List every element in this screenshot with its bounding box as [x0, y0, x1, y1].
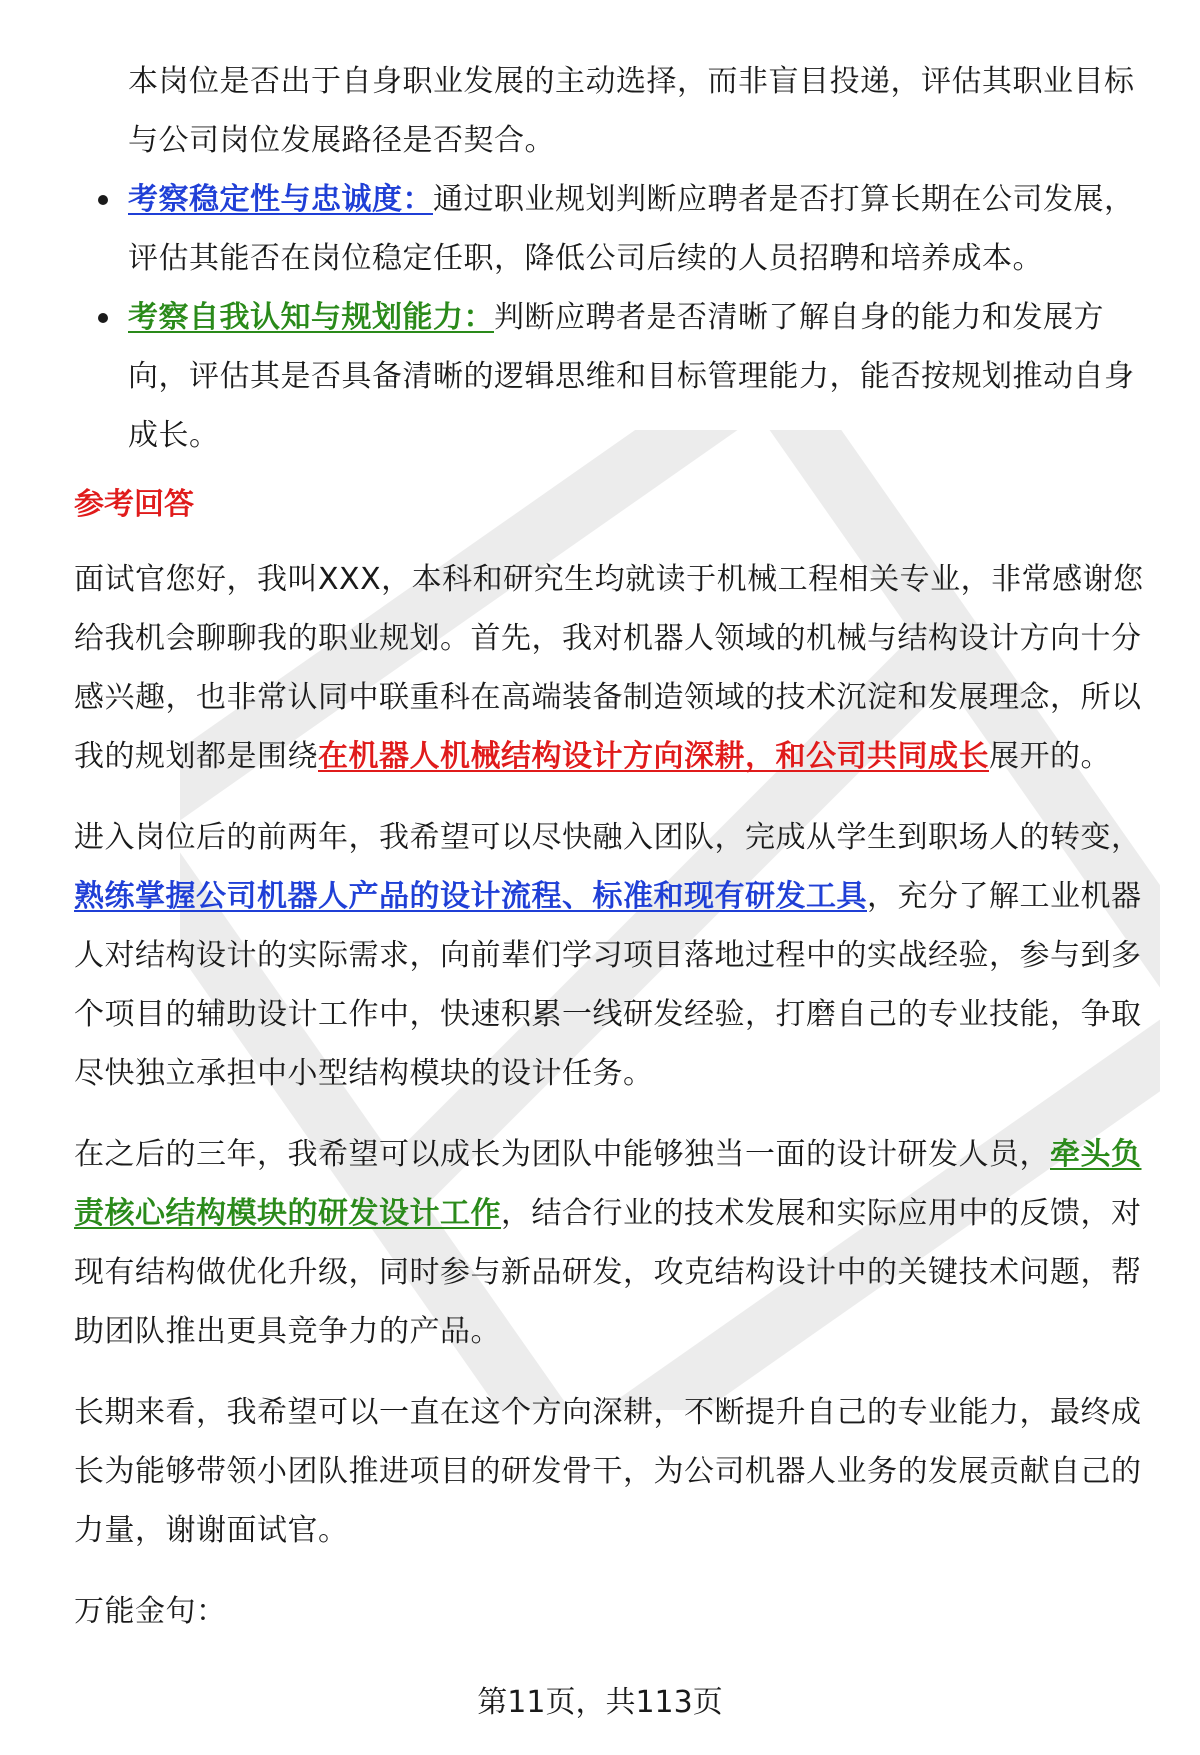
paragraph-text: ，结合行业的技术发展和实际应用中的反馈，对现有结构做优化升级，同时参与新品研发，攻克结构设计中的关键技术问题，帮助团队推出更具竞争力的产品。	[74, 1196, 1142, 1349]
bullet-dot-icon	[98, 195, 108, 205]
paragraph-text: ，充分了解工业机器人对结构设计的实际需求，向前辈们学习项目落地过程中的实战经验，参与到多个项目的辅助设计工作中，快速积累一线研发经验，打磨自己的专业技能，争取尽快独立承担中小型结构模块的设计任务。	[74, 879, 1142, 1091]
page-number-footer: 第11页，共113页	[477, 1685, 723, 1720]
paragraph-highlight: 在机器人机械结构设计方向深耕，和公司共同成长	[318, 739, 989, 774]
closing-label: 万能金句：	[74, 1594, 227, 1629]
document-content	[74, 52, 1148, 1641]
bullet-dot-icon	[98, 313, 108, 323]
bullet-keyword: 考察稳定性与忠诚度：	[128, 182, 433, 217]
paragraph-highlight: 熟练掌握公司机器人产品的设计流程、标准和现有研发工具	[74, 879, 867, 914]
paragraph-text: 面试官您好，我叫XXX，本科和研究生均就读于机械工程相关专业，非常感谢您给我机会聊聊我的职业规划。首先，我对机器人领域的机械与结构设计方向十分感兴趣，也非常认同中联重科在高端装备制造领域的技术沉淀和发展理念，所以我的规划都是围绕	[74, 562, 1144, 774]
paragraph-text: 展开的。	[989, 739, 1111, 774]
intro-continuation: 本岗位是否出于自身职业发展的主动选择，而非盲目投递，评估其职业目标与公司岗位发展路径是否契合。	[128, 64, 1135, 158]
answer-paragraph-1	[74, 550, 1148, 786]
bullet-text: 通过职业规划判断应聘者是否打算长期在公司发展，评估其能否在岗位稳定任职，降低公司后续的人员招聘和培养成本。	[128, 182, 1135, 276]
paragraph-highlight: 牵头负责核心结构模块的研发设计工作	[74, 1137, 1142, 1231]
answer-paragraph-3	[74, 1125, 1148, 1361]
answer-paragraph-2	[74, 808, 1148, 1103]
bullet-keyword: 考察自我认知与规划能力：	[128, 300, 494, 335]
bullet-text: 判断应聘者是否清晰了解自身的能力和发展方向，评估其是否具备清晰的逻辑思维和目标管理能力，能否按规划推动自身成长。	[128, 300, 1135, 453]
bullet-item-self-awareness	[74, 288, 1148, 465]
paragraph-text: 在之后的三年，我希望可以成长为团队中能够独当一面的设计研发人员，	[74, 1137, 1050, 1172]
paragraph-text: 进入岗位后的前两年，我希望可以尽快融入团队，完成从学生到职场人的转变，	[74, 820, 1142, 855]
section-heading: 参考回答	[74, 487, 194, 522]
bullet-item-stability	[74, 170, 1148, 288]
answer-paragraph-4: 长期来看，我希望可以一直在这个方向深耕，不断提升自己的专业能力，最终成长为能够带领小团队推进项目的研发骨干，为公司机器人业务的发展贡献自己的力量，谢谢面试官。	[74, 1395, 1142, 1548]
